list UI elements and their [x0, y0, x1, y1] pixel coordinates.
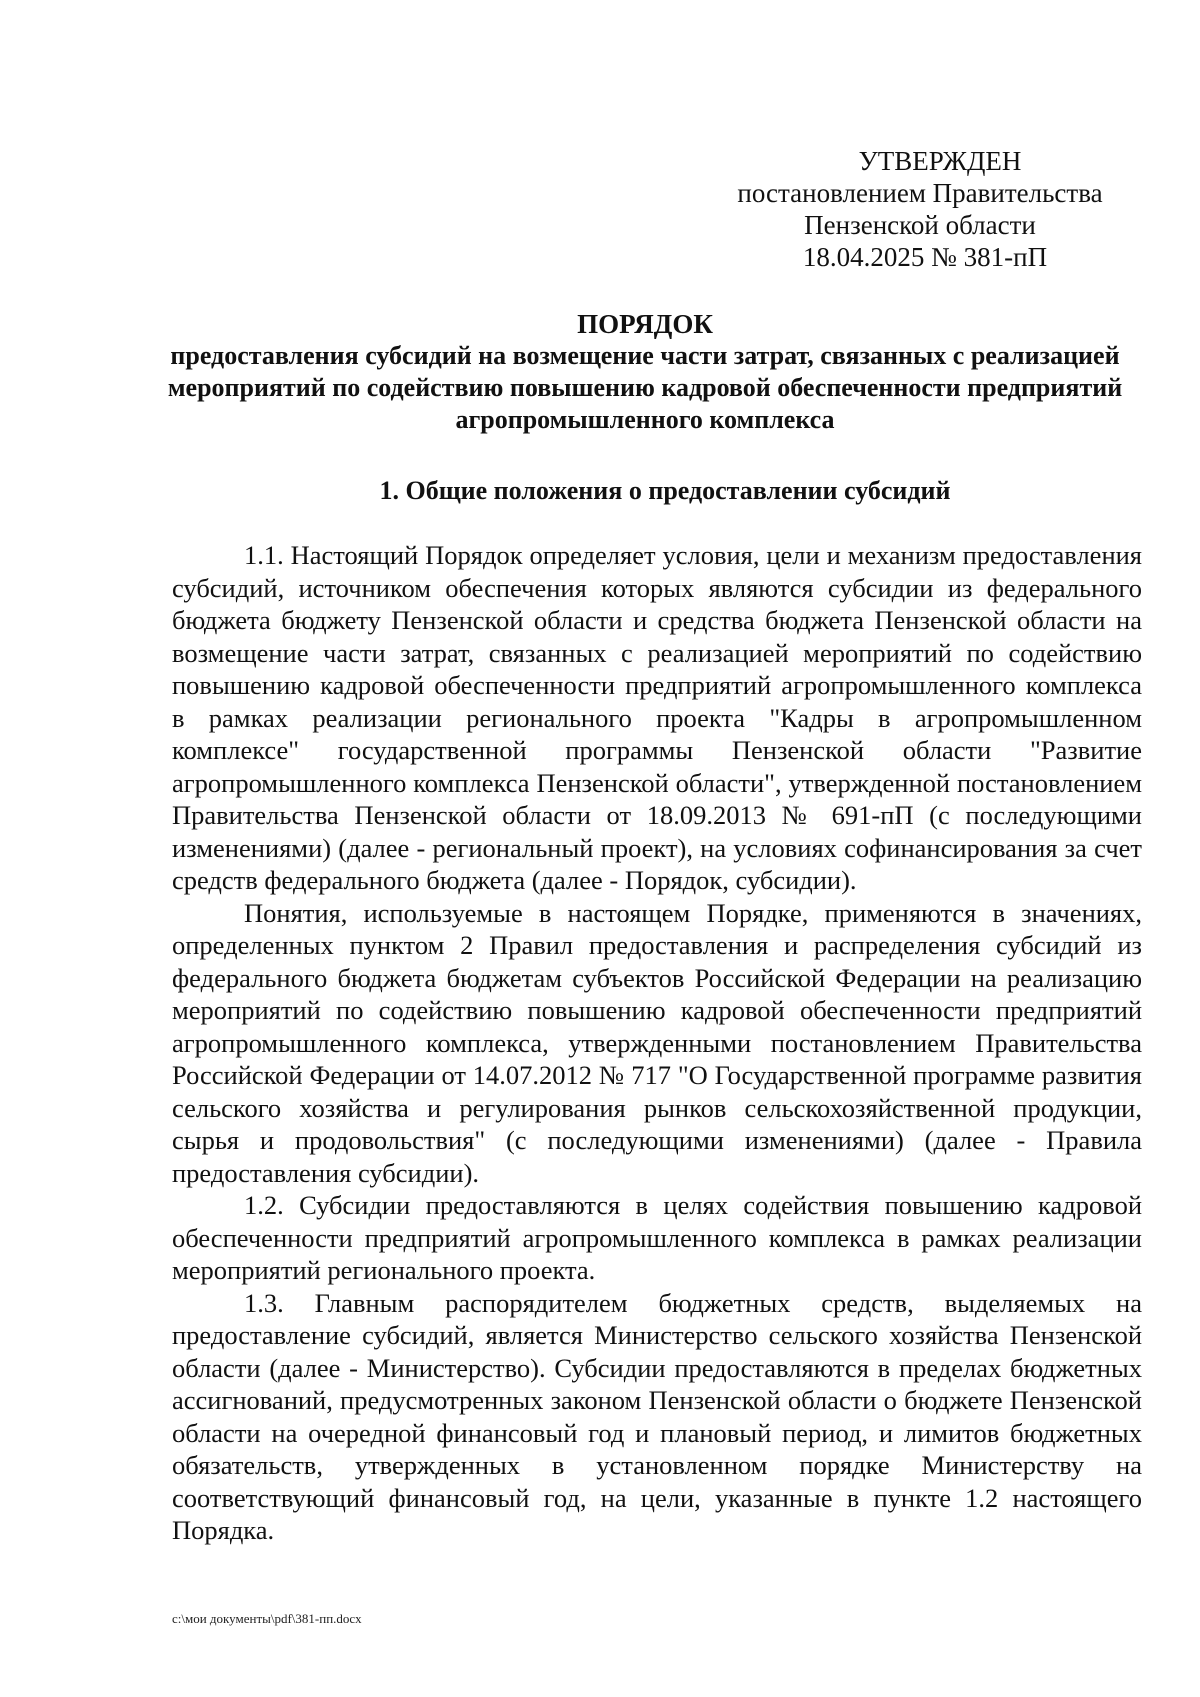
section-heading: 1. Общие положения о предоставлении субсидий: [379, 476, 951, 505]
approval-line-2: Пензенской области: [804, 210, 1036, 240]
approval-stamp: [700, 145, 1140, 273]
paragraph: 1.2. Субсидии предоставляются в целях содействия повышению кадровой обеспеченности предприятий агропромышленного комплекса в рамках реализации мероприятий регионального проекта.: [172, 1190, 1142, 1285]
footer-file-path: c:\мои документы\pdf\381-пп.docx: [172, 1611, 362, 1626]
document-title-block: [150, 308, 1140, 436]
approval-line-1: постановлением Правительства: [737, 178, 1103, 208]
paragraph: 1.1. Настоящий Порядок определяет условия, цели и механизм предоставления субсидий, источником обеспечения которых являются субсидии из федерального бюджета бюджету Пензенской области и средства бюджета Пензенской области на возмещение части затрат, связанных с реализацией мероприятий по содействию повышению кадровой обеспеченности предприятий агропромышленного комплекса в рамках реализации регионального проекта "Кадры в агропромышленном комплексе" государственной программы Пензенской области "Развитие агропромышленного комплекса Пензенской области", утвержденной постановлением Правительства Пензенской области от 18.09.2013 № 691-пП (с последующими изменениями) (далее - региональный проект), на условиях софинансирования за счет средств федерального бюджета (далее - Порядок, субсидии).: [172, 540, 1142, 895]
approval-date-number: 18.04.2025 № 381-пП: [802, 242, 1048, 272]
paragraph: 1.3. Главным распорядителем бюджетных средств, выделяемых на предоставление субсидий, является Министерство сельского хозяйства Пензенской области (далее - Министерство). Субсидии предоставляются в пределах бюджетных ассигнований, предусмотренных законом Пензенской области о бюджете Пензенской области на очередной финансовый год и плановый период, и лимитов бюджетных обязательств, утвержденных в установленном порядке Министерству на соответствующий финансовый год, на цели, указанные в пункте 1.2 настоящего Порядка.: [172, 1287, 1142, 1545]
section-body: [172, 539, 1142, 1547]
paragraph: Понятия, используемые в настоящем Порядке, применяются в значениях, определенных пунктом 2 Правил предоставления и распределения субсидий из федерального бюджета бюджетам субъектов Российской Федерации на реализацию мероприятий по содействию повышению кадровой обеспеченности предприятий агропромышленного комплекса, утвержденными постановлением Правительства Российской Федерации от 14.07.2012 № 717 "О Государственной программе развития сельского хозяйства и регулирования рынков сельскохозяйственной продукции, сырья и продовольствия" (с последующими изменениями) (далее - Правила предоставления субсидии).: [172, 897, 1142, 1188]
document-subtitle: предоставления субсидий на возмещение части затрат, связанных с реализацией мероприятий по содействию повышению кадровой обеспеченности предприятий агропромышленного комплекса: [167, 341, 1123, 434]
document-title: ПОРЯДОК: [577, 309, 713, 339]
approval-title: УТВЕРЖДЕН: [858, 146, 1022, 176]
